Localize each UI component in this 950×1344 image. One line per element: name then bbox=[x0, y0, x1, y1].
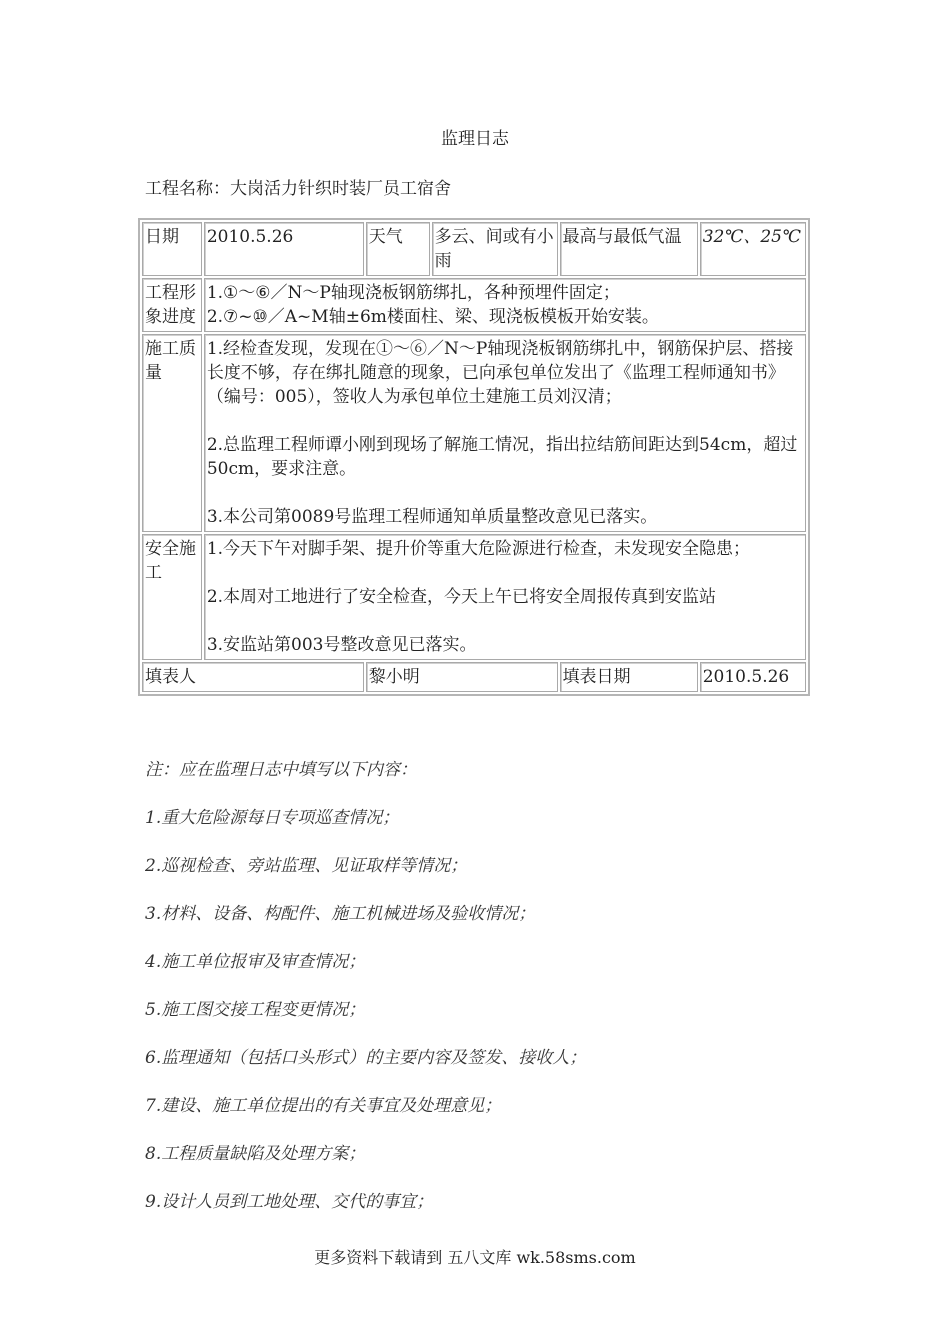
safety-item: 2.本周对工地进行了安全检查，今天上午已将安全周报传真到安监站 bbox=[206, 587, 717, 607]
project-name: 工程名称：大岗活力针织时装厂员工宿舍 bbox=[145, 179, 451, 199]
progress-item: 1.①～⑥／N～P轴现浇板钢筋绑扎，各种预埋件固定； bbox=[206, 283, 620, 303]
safety-item: 1.今天下午对脚手架、提升价等重大危险源进行检查，未发现安全隐患； bbox=[206, 539, 751, 559]
notes-heading: 注：应在监理日志中填写以下内容： bbox=[145, 760, 417, 780]
note-item: 1.重大危险源每日专项巡查情况； bbox=[145, 808, 400, 828]
progress-label: 工程形象进度 bbox=[142, 278, 202, 332]
supervision-log-table bbox=[138, 218, 810, 696]
safety-content bbox=[204, 534, 806, 660]
note-item: 5.施工图交接工程变更情况； bbox=[145, 1000, 366, 1020]
quality-label: 施工质量 bbox=[142, 334, 202, 532]
quality-content bbox=[204, 334, 806, 532]
footer-link[interactable]: 更多资料下载请到 五八文库 wk.58sms.com bbox=[314, 1248, 636, 1267]
note-item: 6.监理通知（包括口头形式）的主要内容及签发、接收人； bbox=[145, 1048, 587, 1068]
note-item: 7.建设、施工单位提出的有关事宜及处理意见； bbox=[145, 1096, 502, 1116]
note-item: 8.工程质量缺陷及处理方案； bbox=[145, 1144, 366, 1164]
fill-date-value: 2010.5.26 bbox=[700, 662, 806, 692]
quality-item: 3.本公司第0089号监理工程师通知单质量整改意见已落实。 bbox=[206, 507, 658, 527]
progress-content bbox=[204, 278, 806, 332]
note-item: 2.巡视检查、旁站监理、见证取样等情况； bbox=[145, 856, 468, 876]
quality-item: 2.总监理工程师谭小刚到现场了解施工情况，指出拉结筋间距达到54cm，超过50cm，要求注意。 bbox=[206, 435, 798, 479]
progress-item: 2.⑦~⑩／A~M轴±6m楼面柱、梁、现浇板模板开始安装。 bbox=[206, 307, 659, 327]
weather-value: 多云、间或有小雨 bbox=[432, 222, 558, 276]
quality-item: 1.经检查发现，发现在①～⑥／N～P轴现浇板钢筋绑扎中，钢筋保护层、搭接长度不够，存在绑扎随意的现象，已向承包单位发出了《监理工程师通知书》（编号：005），签收人为承包单位土建施工员刘汉清； bbox=[206, 339, 794, 407]
filler-label: 填表人 bbox=[142, 662, 364, 692]
note-item: 3.材料、设备、构配件、施工机械进场及验收情况； bbox=[145, 904, 536, 924]
table-row bbox=[142, 222, 806, 276]
table-row bbox=[142, 278, 806, 332]
safety-item: 3.安监站第003号整改意见已落实。 bbox=[206, 635, 477, 655]
date-label: 日期 bbox=[142, 222, 202, 276]
table-row bbox=[142, 534, 806, 660]
note-item: 9.设计人员到工地处理、交代的事宜； bbox=[145, 1192, 434, 1212]
table-row bbox=[142, 334, 806, 532]
safety-label: 安全施工 bbox=[142, 534, 202, 660]
notes-list bbox=[145, 758, 586, 1238]
table-row bbox=[142, 662, 806, 692]
fill-date-label: 填表日期 bbox=[560, 662, 698, 692]
filler-value: 黎小明 bbox=[366, 662, 558, 692]
date-value: 2010.5.26 bbox=[204, 222, 364, 276]
temperature-label: 最高与最低气温 bbox=[560, 222, 698, 276]
temperature-value: 32℃、25℃ bbox=[700, 222, 806, 276]
weather-label: 天气 bbox=[366, 222, 430, 276]
note-item: 4.施工单位报审及审查情况； bbox=[145, 952, 366, 972]
page-title: 监理日志 bbox=[441, 129, 509, 149]
